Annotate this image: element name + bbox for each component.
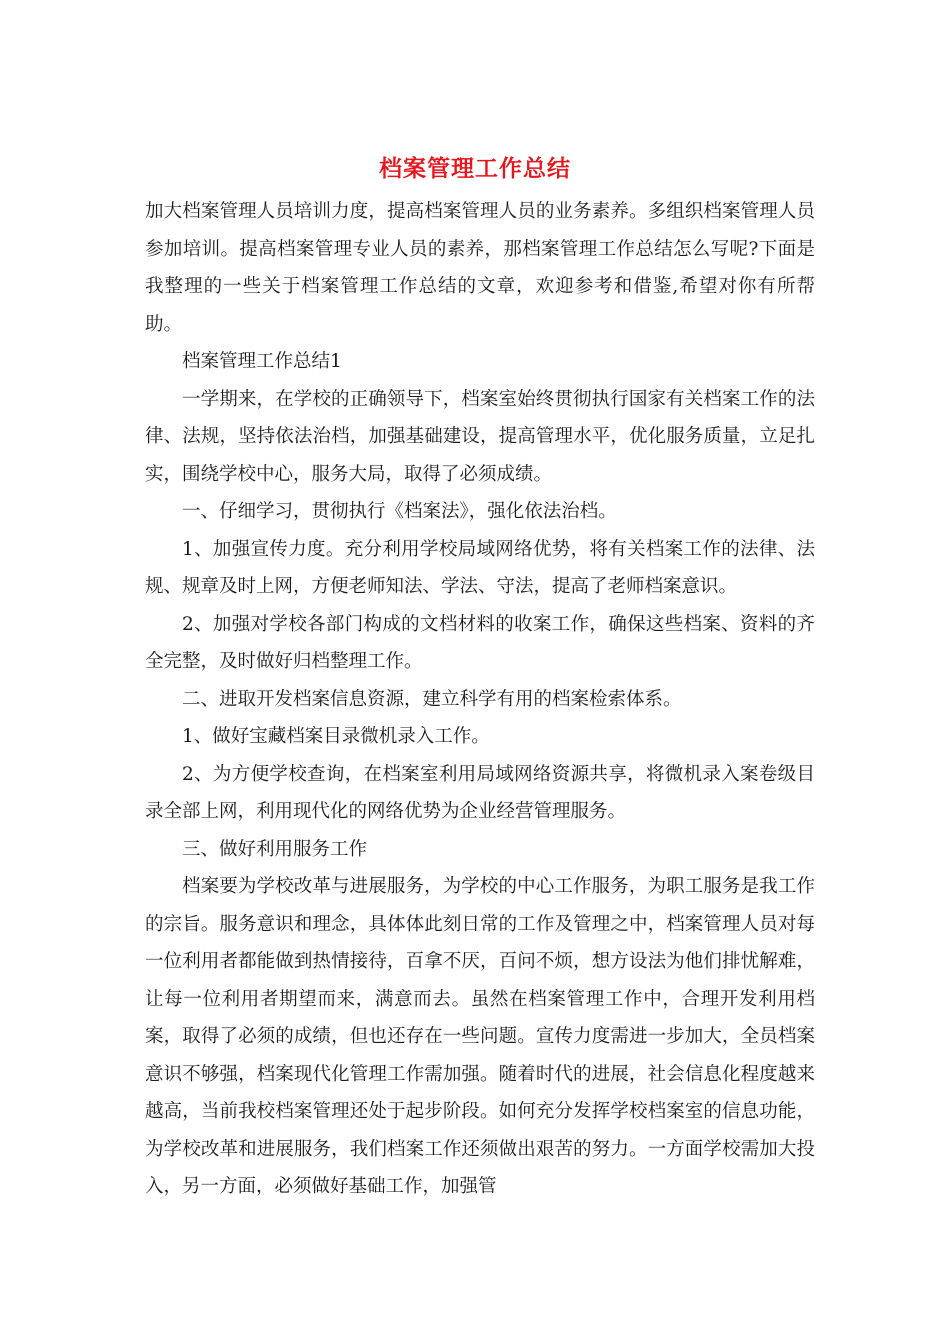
document-title: 档案管理工作总结: [379, 155, 571, 182]
body-paragraph: 一学期来，在学校的正确领导下，档案室始终贯彻执行国家有关档案工作的法律、法规，坚持依法治档，加强基础建设，提高管理水平，优化服务质量，立足扎实，围绕学校中心，服务大局，取得了必须成绩。: [145, 388, 815, 485]
body-paragraph: 二、进取开发档案信息资源，建立科学有用的档案检索体系。: [182, 688, 682, 710]
body-paragraph: 2、加强对学校各部门构成的文档材料的收案工作，确保这些档案、资料的齐全完整，及时做好归档整理工作。: [145, 613, 815, 672]
document-body: [145, 193, 815, 1206]
body-paragraph: 1、做好宝藏档案目录微机录入工作。: [182, 726, 490, 747]
body-paragraph: 三、做好利用服务工作: [182, 838, 368, 860]
body-paragraph: 1、加强宣传力度。充分利用学校局域网络优势，将有关档案工作的法律、法规、规章及时上网，方便老师知法、学法、守法，提高了老师档案意识。: [145, 538, 815, 597]
body-paragraph: 档案管理工作总结1: [182, 351, 342, 372]
body-paragraph: 加大档案管理人员培训力度，提高档案管理人员的业务素养。多组织档案管理人员参加培训。提高档案管理专业人员的素养，那档案管理工作总结怎么写呢?下面是我整理的一些关于档案管理工作总结的文章，欢迎参考和借鉴,希望对你有所帮助。: [145, 201, 815, 335]
body-paragraph: 档案要为学校改革与进展服务，为学校的中心工作服务，为职工服务是我工作的宗旨。服务意识和理念，具体体此刻日常的工作及管理之中，档案管理人员对每一位利用者都能做到热情接待，百拿不厌，百问不烦，想方设法为他们排忧解难，让每一位利用者期望而来，满意而去。虽然在档案管理工作中，合理开发利用档案，取得了必须的成绩，但也还存在一些问题。宣传力度需进一步加大，全员档案意识不够强，档案现代化管理工作需加强。随着时代的进展，社会信息化程度越来越高，当前我校档案管理还处于起步阶段。如何充分发挥学校档案室的信息功能，为学校改革和进展服务，我们档案工作还须做出艰苦的努力。一方面学校需加大投入，另一方面，必须做好基础工作，加强管: [145, 876, 815, 1197]
body-paragraph: 一、仔细学习，贯彻执行《档案法》，强化依法治档。: [182, 501, 617, 522]
body-paragraph: 2、为方便学校查询，在档案室利用局域网络资源共享，将微机录入案卷级目录全部上网，利用现代化的网络优势为企业经营管理服务。: [145, 763, 815, 822]
